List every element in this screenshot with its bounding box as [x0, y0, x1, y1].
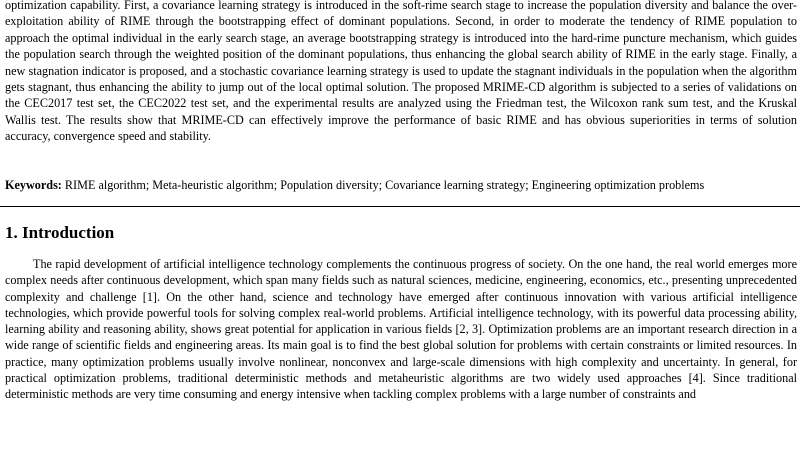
keywords-line [5, 177, 797, 193]
section-divider [0, 206, 800, 207]
abstract-paragraph: optimization capability. First, a covariance learning strategy is introduced in the soft-rime search stage to increase the population diversity and balance the over-exploitation ability of RIME through the bootstrapping effect of dominant populations. Second, in order to moderate the tendency of RIME population to approach the optimal individual in the early search stage, an average bootstrapping strategy is introduced into the hard-rime puncture mechanism, which guides the population search through the weighted position of the dominant populations, thus enhancing the global search ability of RIME in the early stage. Finally, a new stagnation indicator is proposed, and a stochastic covariance learning strategy is used to update the stagnant individuals in the population when the algorithm gets stagnant, thus enhancing the ability to jump out of the local optimal solution. The proposed MRIME-CD algorithm is subjected to a series of validations on the CEC2017 test set, the CEC2022 test set, and the experimental results are analyzed using the Friedman test, the Wilcoxon rank sum test, and the Kruskal Wallis test. The results show that MRIME-CD can effectively improve the performance of basic RIME and has obvious superiorities in terms of solution accuracy, convergence speed and stability. [5, 0, 797, 144]
keywords-text: RIME algorithm; Meta-heuristic algorithm; Population diversity; Covariance learning strategy; Engineering optimization problems [64, 178, 705, 192]
introduction-paragraph: The rapid development of artificial intelligence technology complements the continuous progress of society. On the one hand, the real world emerges more complex needs after continuous development, which span many fields such as natural sciences, medicine, engineering, economics, etc., presenting unprecedented complexity and challenge [1]. On the other hand, science and technology have emerged after continuous innovation with various artificial intelligence technologies, which provide powerful tools for solving complex real-world problems. Artificial intelligence technology, with its powerful data processing ability, learning ability and reasoning ability, shows great potential for application in various fields [2, 3]. Optimization problems are an important research direction in a wide range of scientific fields and engineering areas. Its main goal is to find the best global solution for problems with certain constraints or limited resources. In practice, many optimization problems usually involve nonlinear, nonconvex and large-scale dimensions with high complexity and uncertainty. In general, for practical optimization problems, traditional deterministic methods and metaheuristic algorithms are two widely used approaches [4]. Since traditional deterministic methods are very time consuming and energy intensive when tackling complex problems with a large number of constraints and [5, 257, 797, 402]
keywords-label: Keywords: [5, 178, 62, 192]
section-heading-introduction: 1. Introduction [5, 223, 115, 242]
